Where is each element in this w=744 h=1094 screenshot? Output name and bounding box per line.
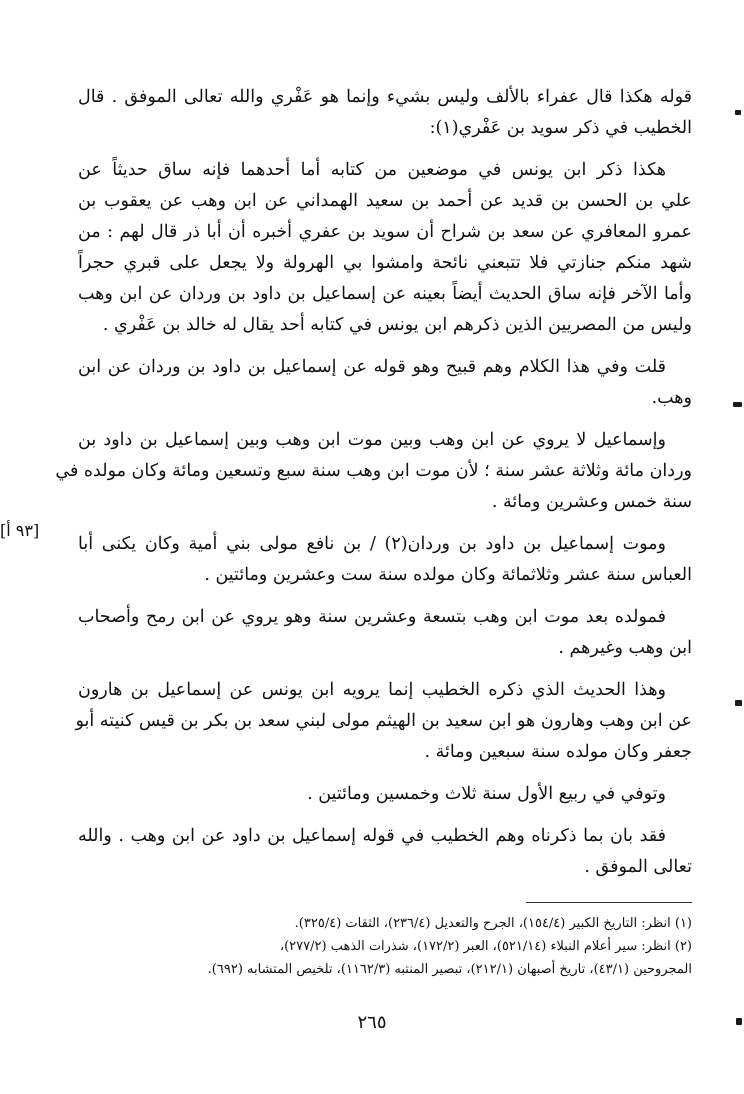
- text-line: وردان مائة وثلاثة عشر سنة ؛ لأن موت ابن وهب سنة سبع وتسعين ومائة وكان مولده في: [55, 461, 692, 481]
- text-line: تعالى الموفق .: [584, 857, 692, 877]
- text-line: علي بن الحسن بن قديد عن أحمد بن سعيد الهمداني عن ابن وهب عن يعقوب بن: [78, 191, 692, 211]
- text-line: العباس سنة عشر وثلاثمائة وكان مولده سنة ست وعشرين ومائتين .: [204, 565, 692, 585]
- text-line: الخطيب في ذكر سويد بن عَفْري(١):: [429, 118, 692, 138]
- footnotes: [78, 912, 692, 981]
- footnote-divider: [526, 902, 692, 903]
- main-text: [55, 82, 692, 894]
- footnote-line: المجروحين (٤٣/١)، تاريخ أصبهان (٢١٢/١)، تبصير المنتبه (١١٦٢/٣)، تلخيص المتشابه (٦٩٢).: [207, 962, 692, 977]
- text-line: جعفر وكان مولده سنة سبعين ومائة .: [424, 742, 692, 762]
- text-line: عن ابن وهب وهارون هو ابن سعيد بن الهيثم مولى لبني سعد بن بكر بن قيس كنيته أبو: [75, 711, 692, 731]
- footnote-line: (٢) انظر: سير أعلام النبلاء (٥٢١/١٤)، العبر (١٧٢/٢)، شذرات الذهب (٢٧٧/٢)،: [279, 939, 692, 954]
- paragraph-7: [75, 675, 692, 768]
- scan-edge-mark: [735, 110, 741, 115]
- footnote-line: (١) انظر: التاريخ الكبير (١٥٤/٤)، الجرح والتعديل (٢٣٦/٤)، الثقات (٣٢٥/٤).: [294, 916, 692, 931]
- text-line: وهب.: [651, 388, 692, 408]
- paragraph-6: [78, 602, 692, 664]
- page-number: ٢٦٥: [357, 1012, 387, 1033]
- text-line: وإسماعيل لا يروي عن ابن وهب وبين موت ابن وهب وبين إسماعيل بن داود بن: [78, 430, 666, 450]
- text-line: وتوفي في ربيع الأول سنة ثلاث وخمسين ومائتين .: [307, 784, 666, 804]
- text-line: قلت وفي هذا الكلام وهم قبيح وهو قوله عن إسماعيل بن داود بن وردان عن ابن: [78, 357, 666, 377]
- paragraph-3: [78, 352, 692, 414]
- scan-edge-mark: [733, 402, 742, 407]
- paragraph-2: [78, 155, 692, 341]
- text-line: ابن وهب وغيرهم .: [558, 638, 692, 658]
- paragraph-1: [78, 82, 692, 144]
- text-line: وليس من المصريين الذين ذكرهم ابن يونس في كتابه أحد يقال له خالد بن عَفْري .: [102, 315, 692, 335]
- text-line: سنة خمس وعشرين ومائة .: [491, 492, 692, 512]
- paragraph-4: [55, 425, 692, 518]
- paragraph-9: [78, 821, 692, 883]
- paragraph-5: [78, 529, 692, 591]
- text-line: شهد منكم جنازتي فلا تتبعني نائحة وامشوا بي الهرولة ولا يجعل على قبري حجراً: [78, 253, 692, 273]
- text-line: عمرو المعافري عن سعد بن شراح أن سويد بن عفري أخبره أن أبا ذر قال لهم : من: [78, 222, 692, 242]
- manuscript-folio-reference: [٩٣ أ]: [0, 521, 40, 540]
- text-line: قوله هكذا قال عفراء بالألف وليس بشيء وإنما هو عَفْري والله تعالى الموفق . قال: [78, 87, 692, 107]
- paragraph-8: [78, 779, 692, 810]
- text-line: وهذا الحديث الذي ذكره الخطيب إنما يرويه ابن يونس عن إسماعيل بن هارون: [78, 680, 666, 700]
- text-line: هكذا ذكر ابن يونس في موضعين من كتابه أما أحدهما فإنه ساق حديثاً عن: [78, 160, 666, 180]
- scan-edge-mark: [736, 1018, 742, 1025]
- scan-edge-mark: [735, 700, 742, 706]
- text-line: فمولده بعد موت ابن وهب بتسعة وعشرين سنة وهو يروي عن ابن رمح وأصحاب: [78, 607, 666, 627]
- text-line: وموت إسماعيل بن داود بن وردان(٢) / بن نافع مولى بني أمية وكان يكنى أبا: [78, 534, 666, 554]
- text-line: وأما الآخر فإنه ساق الحديث أيضاً بعينه عن إسماعيل بن داود بن وردان عن ابن وهب: [78, 284, 692, 304]
- text-line: فقد بان بما ذكرناه وهم الخطيب في قوله إسماعيل بن داود عن ابن وهب . والله: [78, 826, 666, 846]
